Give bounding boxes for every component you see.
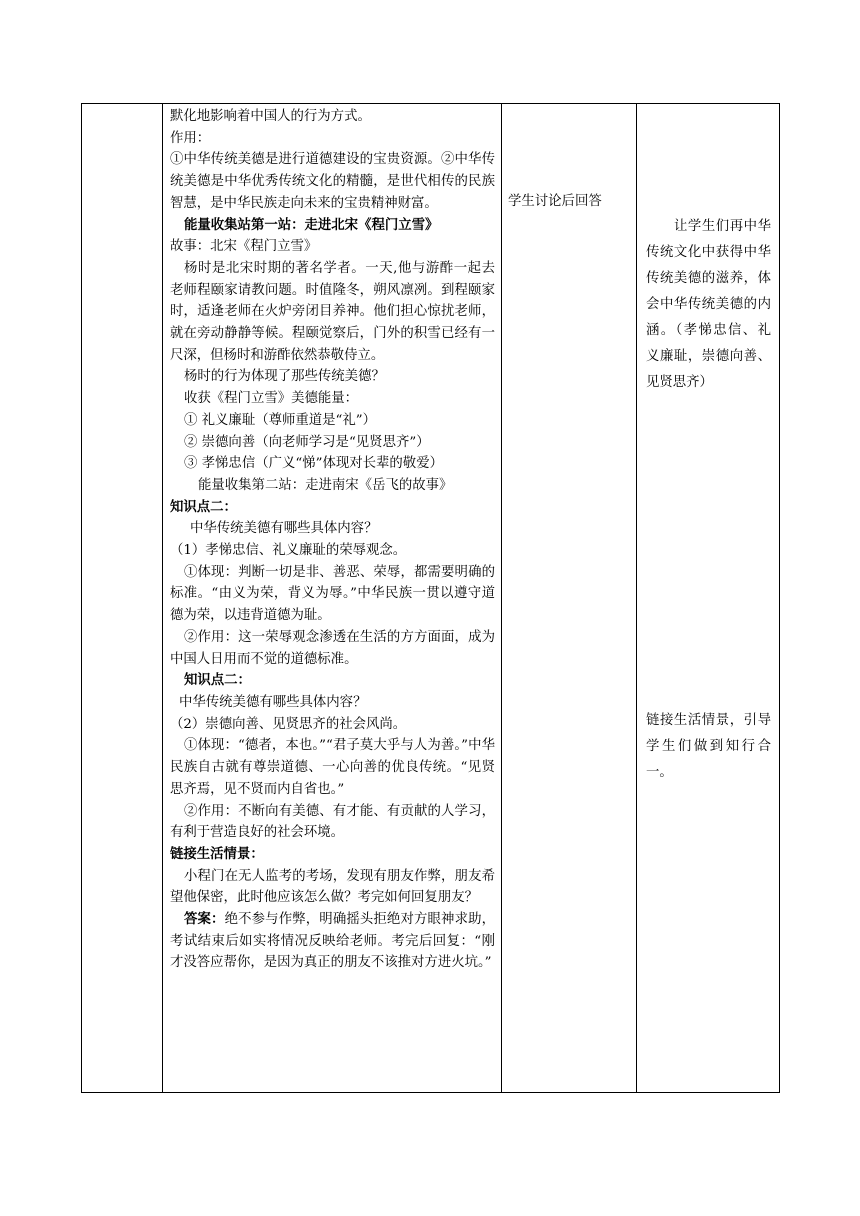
content-line: 故事：北宋《程门立雪》	[170, 239, 318, 255]
virtue-item: ③ 孝悌忠信（广义“悌”体现对长辈的敬爱）	[184, 456, 443, 472]
content-line: 杨时的行为体现了那些传统美德？	[184, 369, 385, 385]
table-row	[82, 104, 780, 1093]
content-line: 中华传统美德有哪些具体内容？	[190, 521, 378, 537]
design-intent-text: 让学生们再中华传统文化中获得中华传统美德的滋养，体会中华传统美德的内涵。（孝悌忠信、礼义廉耻，崇德向善、见贤思齐）	[646, 219, 771, 390]
section-cell	[82, 104, 163, 1093]
student-activity-text: 学生讨论后回答	[508, 194, 602, 209]
content-line: 默化地影响着中国人的行为方式。	[170, 109, 371, 124]
design-intent-text: 链接生活情景，引导学生们做到知行合一。	[646, 713, 771, 780]
content-line: 收获《程门立雪》美德能量：	[184, 391, 359, 407]
scenario-question: 小程门在无人监考的考场，发现有朋友作弊，朋友希望他保密，此时他应该怎么做？考完如何回复朋友？	[170, 868, 495, 906]
student-activity-cell	[502, 104, 637, 1093]
content-paragraph: ②作用：不断向有美德、有才能、有贡献的人学习，有利于营造良好的社会环境。	[170, 803, 495, 841]
content-line: 作用：	[170, 130, 211, 146]
answer-label: 答案：	[184, 911, 225, 928]
station-one-heading: 能量收集站第一站：走进北宋《程门立雪》	[184, 216, 439, 233]
knowledge-point-heading: 知识点二：	[170, 498, 237, 515]
station-two-heading: 能量收集第二站：走进南宋《岳飞的故事》	[198, 477, 453, 493]
knowledge-point-heading: 知识点二：	[184, 672, 251, 689]
lesson-plan-table	[81, 103, 780, 1093]
story-paragraph: 杨时是北宋时期的著名学者。一天,他与游酢一起去老师程颐家请教问题。时值隆冬，朔风凛冽。到程颐家时，适逢老师在火炉旁闭目养神。他们担心惊扰老师，就在旁动静静等候。程颐觉察后，门外的积雪已经有一尺深，但杨时和游酢依然恭敬侍立。	[170, 260, 495, 363]
life-scenario-heading: 链接生活情景：	[170, 845, 264, 862]
content-line: （1）孝悌忠信、礼义廉耻的荣辱观念。	[170, 543, 407, 559]
content-paragraph: ①体现：判断一切是非、善恶、荣辱，都需要明确的标准。“由义为荣，背义为辱。”中华民族一贯以遵守道德为荣，以违背道德为耻。	[170, 564, 495, 624]
teaching-content-cell	[163, 104, 502, 1093]
answer-paragraph	[170, 909, 495, 974]
content-line: （2）崇德向善、见贤思齐的社会风尚。	[170, 716, 407, 732]
content-paragraph: ①体现：“德者，本也。”“君子莫大乎与人为善。”中华民族自古就有尊崇道德、一心向善的优良传统。“见贤思齐焉，见不贤而内自省也。”	[170, 738, 495, 797]
content-paragraph: ②作用：这一荣辱观念渗透在生活的方方面面，成为中国人日用而不觉的道德标准。	[170, 629, 495, 667]
content-line: 中华传统美德有哪些具体内容？	[179, 694, 367, 710]
answer-text: 绝不参与作弊，明确摇头拒绝对方眼神求助，考试结束后如实将情况反映给老师。考完后回复：“刚才没答应帮你，是因为真正的朋友不该推对方进火坑。”	[170, 912, 496, 971]
virtue-item: ① 礼义廉耻（尊师重道是“礼”）	[184, 412, 377, 428]
virtue-item: ② 崇德向善（向老师学习是“见贤思齐”）	[184, 434, 430, 450]
design-intent-cell	[637, 104, 780, 1093]
content-line: ①中华传统美德是进行道德建设的宝贵资源。②中华传统美德是中华优秀传统文化的精髓，是世代相传的民族智慧，是中华民族走向未来的宝贵精神财富。	[170, 152, 495, 211]
